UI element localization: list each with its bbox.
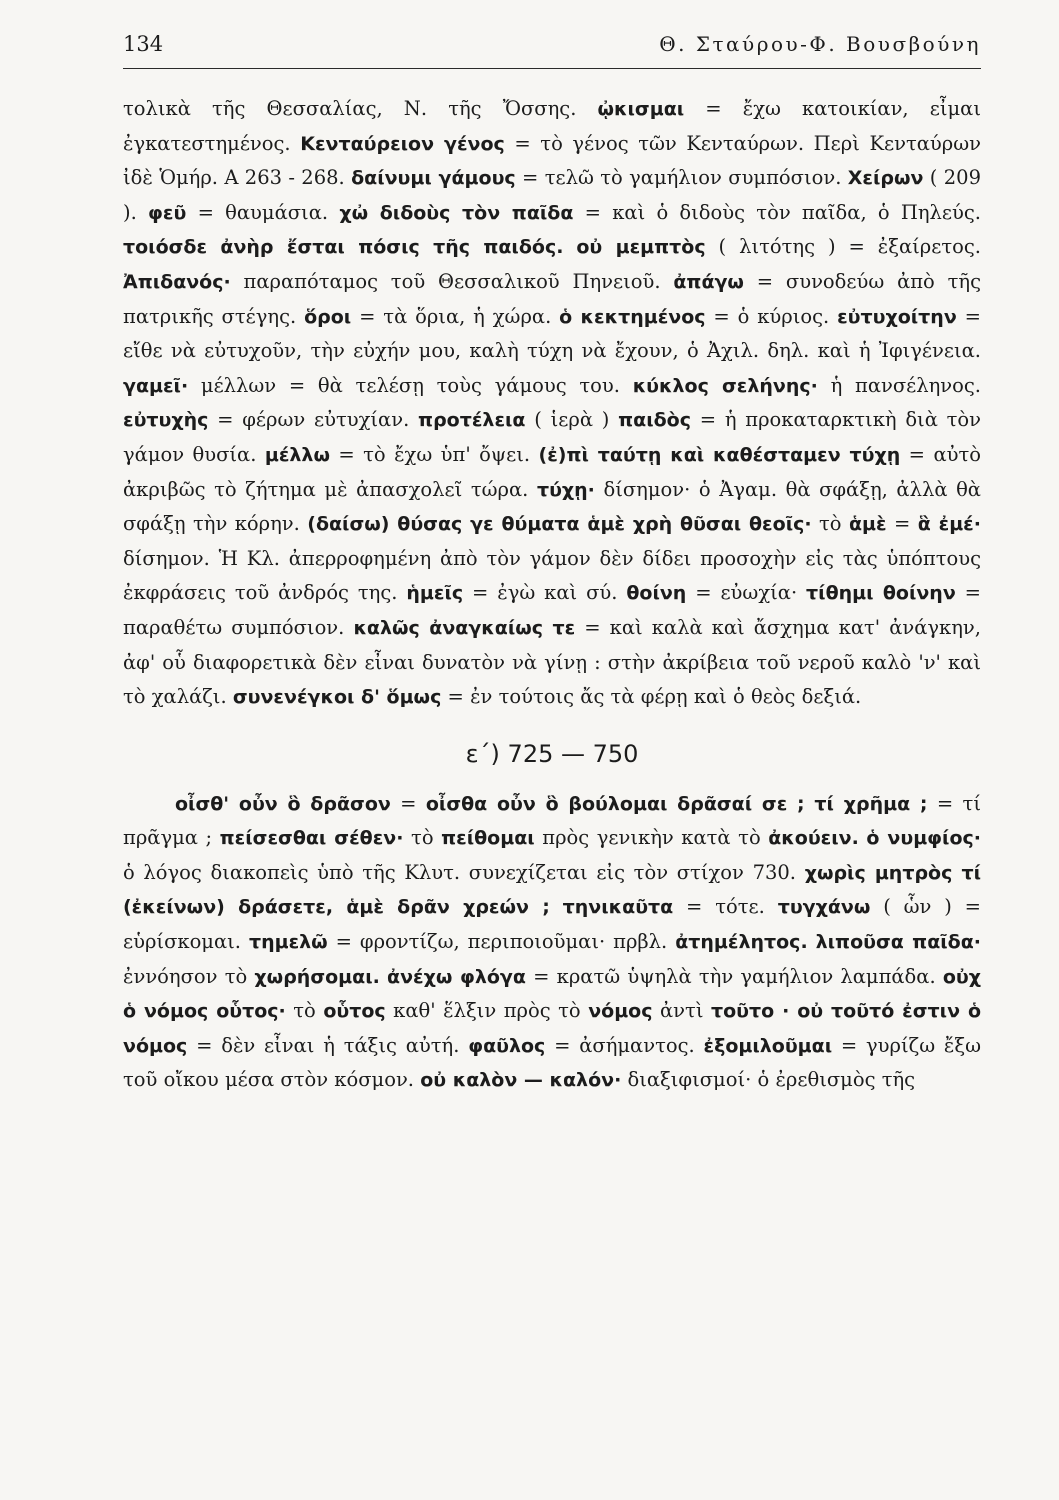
gloss-text: = τότε.: [673, 895, 778, 919]
gloss-text: ( ὧν ) = εὑρίσκομαι.: [123, 895, 982, 954]
gloss-text: [563, 235, 576, 258]
lemma-term: ἡμεῖς: [406, 582, 464, 605]
gloss-text: [808, 930, 816, 953]
lemma-term: πείθομαι: [441, 827, 535, 850]
gloss-text: =: [886, 512, 918, 536]
gloss-text: [380, 965, 387, 988]
lemma-term: γαμεῖ·: [123, 374, 189, 397]
lemma-term: δαίνυμι γάμους: [351, 167, 516, 190]
lemma-term: οὐχ ὁ νόμος οὗτος·: [123, 965, 981, 1023]
lemma-term: ἃ ἐμέ·: [917, 513, 981, 536]
gloss-text: = γυρίζω ἔξω τοῦ οἴκου μέσα στὸν κόσμον.: [123, 1033, 981, 1092]
lemma-term: τημελῶ: [248, 931, 328, 954]
gloss-text: = ἐγὼ καὶ σύ.: [463, 581, 627, 605]
gloss-text: = καὶ ὁ διδοὺς τὸν παῖδα, ὁ Πηλεύς.: [573, 200, 981, 224]
gloss-text: δίσημον. Ἡ Κλ. ἀπερροφημένη ἀπὸ τὸν γάμον δὲν δίδει προσοχὴν εἰς τὰς ὑπόπτους ἐκφράσεις τοῦ ἀνδρός της.: [123, 546, 981, 605]
lemma-term: ἐξομιλοῦμαι: [703, 1034, 833, 1057]
gloss-text: μέλλων = θὰ τελέσῃ τοὺς γάμους του.: [188, 373, 633, 397]
gloss-text: [550, 895, 563, 918]
gloss-text: = παραθέτω συμπόσιον.: [123, 581, 982, 639]
lemma-term: καλῶς ἀναγκαίως τε: [353, 616, 576, 639]
gloss-text: καθ' ἕλξιν πρὸς τὸ: [385, 999, 589, 1023]
lemma-term: φαῦλος: [468, 1034, 546, 1057]
gloss-text: = κρατῶ ὑψηλὰ τὴν γαμήλιον λαμπάδα.: [525, 964, 943, 988]
body-text: [123, 92, 981, 1098]
gloss-text: = τὸ ἔχω ὑπ' ὄψει.: [329, 442, 539, 466]
gloss-text: = ἔχω κατοικίαν, εἶμαι ἐγκατεστημένος.: [123, 97, 981, 155]
lemma-term: ἀπάγω: [673, 270, 744, 293]
gloss-text: παραπόταμος τοῦ Θεσσαλικοῦ Πηνειοῦ.: [230, 269, 674, 293]
section-heading: ε΄) 725 — 750: [465, 739, 639, 768]
gloss-text: = καὶ καλὰ καὶ ἄσχημα κατ' ἀνάγκην, ἀφ' οὗ διαφορετικὰ δὲν εἶναι δυνατὸν νὰ γίνῃ : στὴν ἀκρίβεια τοῦ νεροῦ καλὸ 'ν' καὶ τὸ χαλάζι.: [123, 615, 981, 709]
lemma-term: φεῦ: [148, 201, 187, 224]
commentary-paragraph-2: [123, 787, 981, 1098]
lemma-term: οἶσθ' οὖν ὃ δρᾶσον: [175, 792, 391, 815]
running-title: Θ. Σταύρου-Φ. Βουσβούνη: [659, 32, 981, 56]
lemma-term: κύκλος σελήνης·: [632, 374, 818, 397]
lemma-term: οὐ μεμπτὸς: [576, 236, 706, 259]
lemma-term: λιποῦσα παῖδα·: [815, 931, 981, 954]
lemma-term: τίθημι θοίνην: [806, 582, 956, 605]
lemma-term: Χείρων: [847, 167, 924, 190]
gloss-text: = ἐν τούτοις ἄς τὰ φέρῃ καὶ ὁ θεὸς δεξιά.: [441, 685, 862, 709]
gloss-text: = δὲν εἶναι ἡ τάξις αὐτή.: [187, 1033, 469, 1057]
lemma-term: ὁ νυμφίος·: [866, 827, 981, 850]
gloss-text: = εὐωχία·: [686, 581, 807, 605]
gloss-text: = φροντίζω, περιποιοῦμαι· πρβλ.: [327, 930, 676, 954]
lemma-term: εὐτυχὴς: [123, 409, 209, 432]
gloss-text: ἐννόησον τὸ: [123, 964, 255, 988]
gloss-text: πρὸς γενικὴν κατὰ τὸ: [534, 826, 769, 850]
commentary-paragraph-1: [123, 92, 981, 715]
gloss-text: τολικὰ τῆς Θεσσαλίας, Ν. τῆς Ὄσσης.: [123, 97, 598, 120]
gloss-text: = τὸ γένος τῶν Κενταύρων. Περὶ Κενταύρων ἰδὲ Ὁμήρ. Α 263 - 268.: [123, 131, 981, 190]
lemma-term: Ἀπιδανός·: [123, 270, 231, 293]
gloss-text: =: [390, 791, 426, 815]
lemma-term: (ἐ)πὶ ταύτῃ καὶ καθέσταμεν τύχῃ: [538, 443, 901, 466]
lemma-term: εὐτυχοίτην: [837, 305, 957, 328]
lemma-term: ἀνέχω φλόγα: [387, 965, 526, 988]
lemma-term: χωρήσομαι.: [254, 965, 380, 988]
lemma-term: (δαίσω) θύσας γε θύματα ἁμὲ χρὴ θῦσαι θεοῖς·: [307, 513, 812, 536]
lemma-term: τοιόσδε ἀνὴρ ἔσται πόσις τῆς παιδός.: [123, 236, 564, 259]
gloss-text: = αὐτὸ ἀκριβῶς τὸ ζήτημα μὲ ἀπασχολεῖ τώρα.: [123, 442, 981, 501]
lemma-term: προτέλεια: [418, 409, 526, 432]
lemma-term: νόμος: [588, 1000, 653, 1023]
gloss-text: τὸ: [403, 826, 442, 850]
lemma-term: τηνικαῦτα: [562, 896, 674, 919]
gloss-text: = τελῶ τὸ γαμήλιον συμπόσιον.: [515, 166, 848, 190]
gloss-text: ἀντὶ: [652, 999, 711, 1023]
gloss-text: ( ἱερὰ ): [525, 408, 619, 432]
gloss-text: ἡ πανσέληνος.: [817, 373, 982, 397]
lemma-term: ἁμὲ: [848, 513, 887, 536]
lemma-term: ἀτημέλητος.: [675, 931, 808, 954]
lemma-term: ὁ κεκτημένος: [559, 305, 706, 328]
lemma-term: χωρὶς μητρὸς τί (ἐκείνων) δράσετε, ἁμὲ δρᾶν χρεών ;: [123, 861, 981, 919]
lemma-term: πείσεσθαι σέθεν·: [219, 827, 404, 850]
gloss-text: διαξιφισμοί· ὁ ἐρεθισμὸς τῆς: [621, 1068, 916, 1092]
lemma-term: ἀκούειν.: [768, 827, 859, 850]
gloss-text: = τί πρᾶγμα ;: [123, 791, 981, 850]
lemma-term: ᾠκισμαι: [597, 98, 685, 120]
gloss-text: = ἡ προκαταρκτικὴ διὰ τὸν γάμον θυσία.: [123, 408, 982, 466]
lemma-term: θοίνη: [626, 582, 687, 605]
gloss-text: ὁ λόγος διακοπεὶς ὑπὸ τῆς Κλυτ. συνεχίζεται εἰς τὸν στίχον 730.: [123, 860, 805, 884]
lemma-term: χὠ διδοὺς τὸν παῖδα: [339, 201, 574, 224]
lemma-term: οὐ καλὸν — καλόν·: [420, 1069, 622, 1092]
lemma-term: τύχῃ·: [536, 478, 595, 501]
lemma-term: ὅροι: [304, 305, 352, 328]
lemma-term: οὗτος: [323, 1000, 386, 1023]
gloss-text: = θαυμάσια.: [186, 200, 340, 224]
page-number: 134: [123, 32, 164, 56]
lemma-term: τοῦτο · οὐ τοῦτό ἐστιν ὁ νόμος: [123, 1000, 982, 1057]
gloss-text: ( 209 ).: [123, 166, 981, 224]
lemma-term: μέλλω: [264, 443, 330, 466]
gloss-text: τὸ: [285, 999, 324, 1023]
lemma-term: συνενέγκοι δ' ὅμως: [232, 686, 442, 709]
gloss-text: τὸ: [811, 512, 849, 536]
gloss-text: = ἀσήμαντος.: [545, 1033, 704, 1057]
gloss-text: = φέρων εὐτυχίαν.: [208, 408, 419, 432]
gloss-text: δίσημον· ὁ Ἀγαμ. θὰ σφάξῃ, ἀλλὰ θὰ σφάξῃ τὴν κόρην.: [123, 477, 981, 536]
page-header: [123, 28, 981, 69]
lemma-term: παιδὸς: [618, 409, 691, 432]
lemma-term: Κενταύρειον γένος: [300, 132, 505, 155]
lemma-term: οἶσθα οὖν ὃ βούλομαι δρᾶσαί σε ; τί χρῆμα ;: [425, 792, 928, 815]
gloss-text: = ὁ κύριος.: [705, 304, 838, 328]
gloss-text: = τὰ ὅρια, ἡ χώρα.: [351, 304, 560, 328]
gloss-text: = συνοδεύω ἀπὸ τῆς πατρικῆς στέγης.: [123, 269, 981, 328]
gloss-text: = εἴθε νὰ εὐτυχοῦν, τὴν εὐχήν μου, καλὴ τύχη νὰ ἔχουν, ὁ Ἀχιλ. δηλ. καὶ ἡ Ἰφιγένεια.: [123, 304, 981, 363]
lemma-term: τυγχάνω: [777, 896, 871, 919]
gloss-text: ( λιτότης ) = ἐξαίρετος.: [705, 235, 982, 259]
